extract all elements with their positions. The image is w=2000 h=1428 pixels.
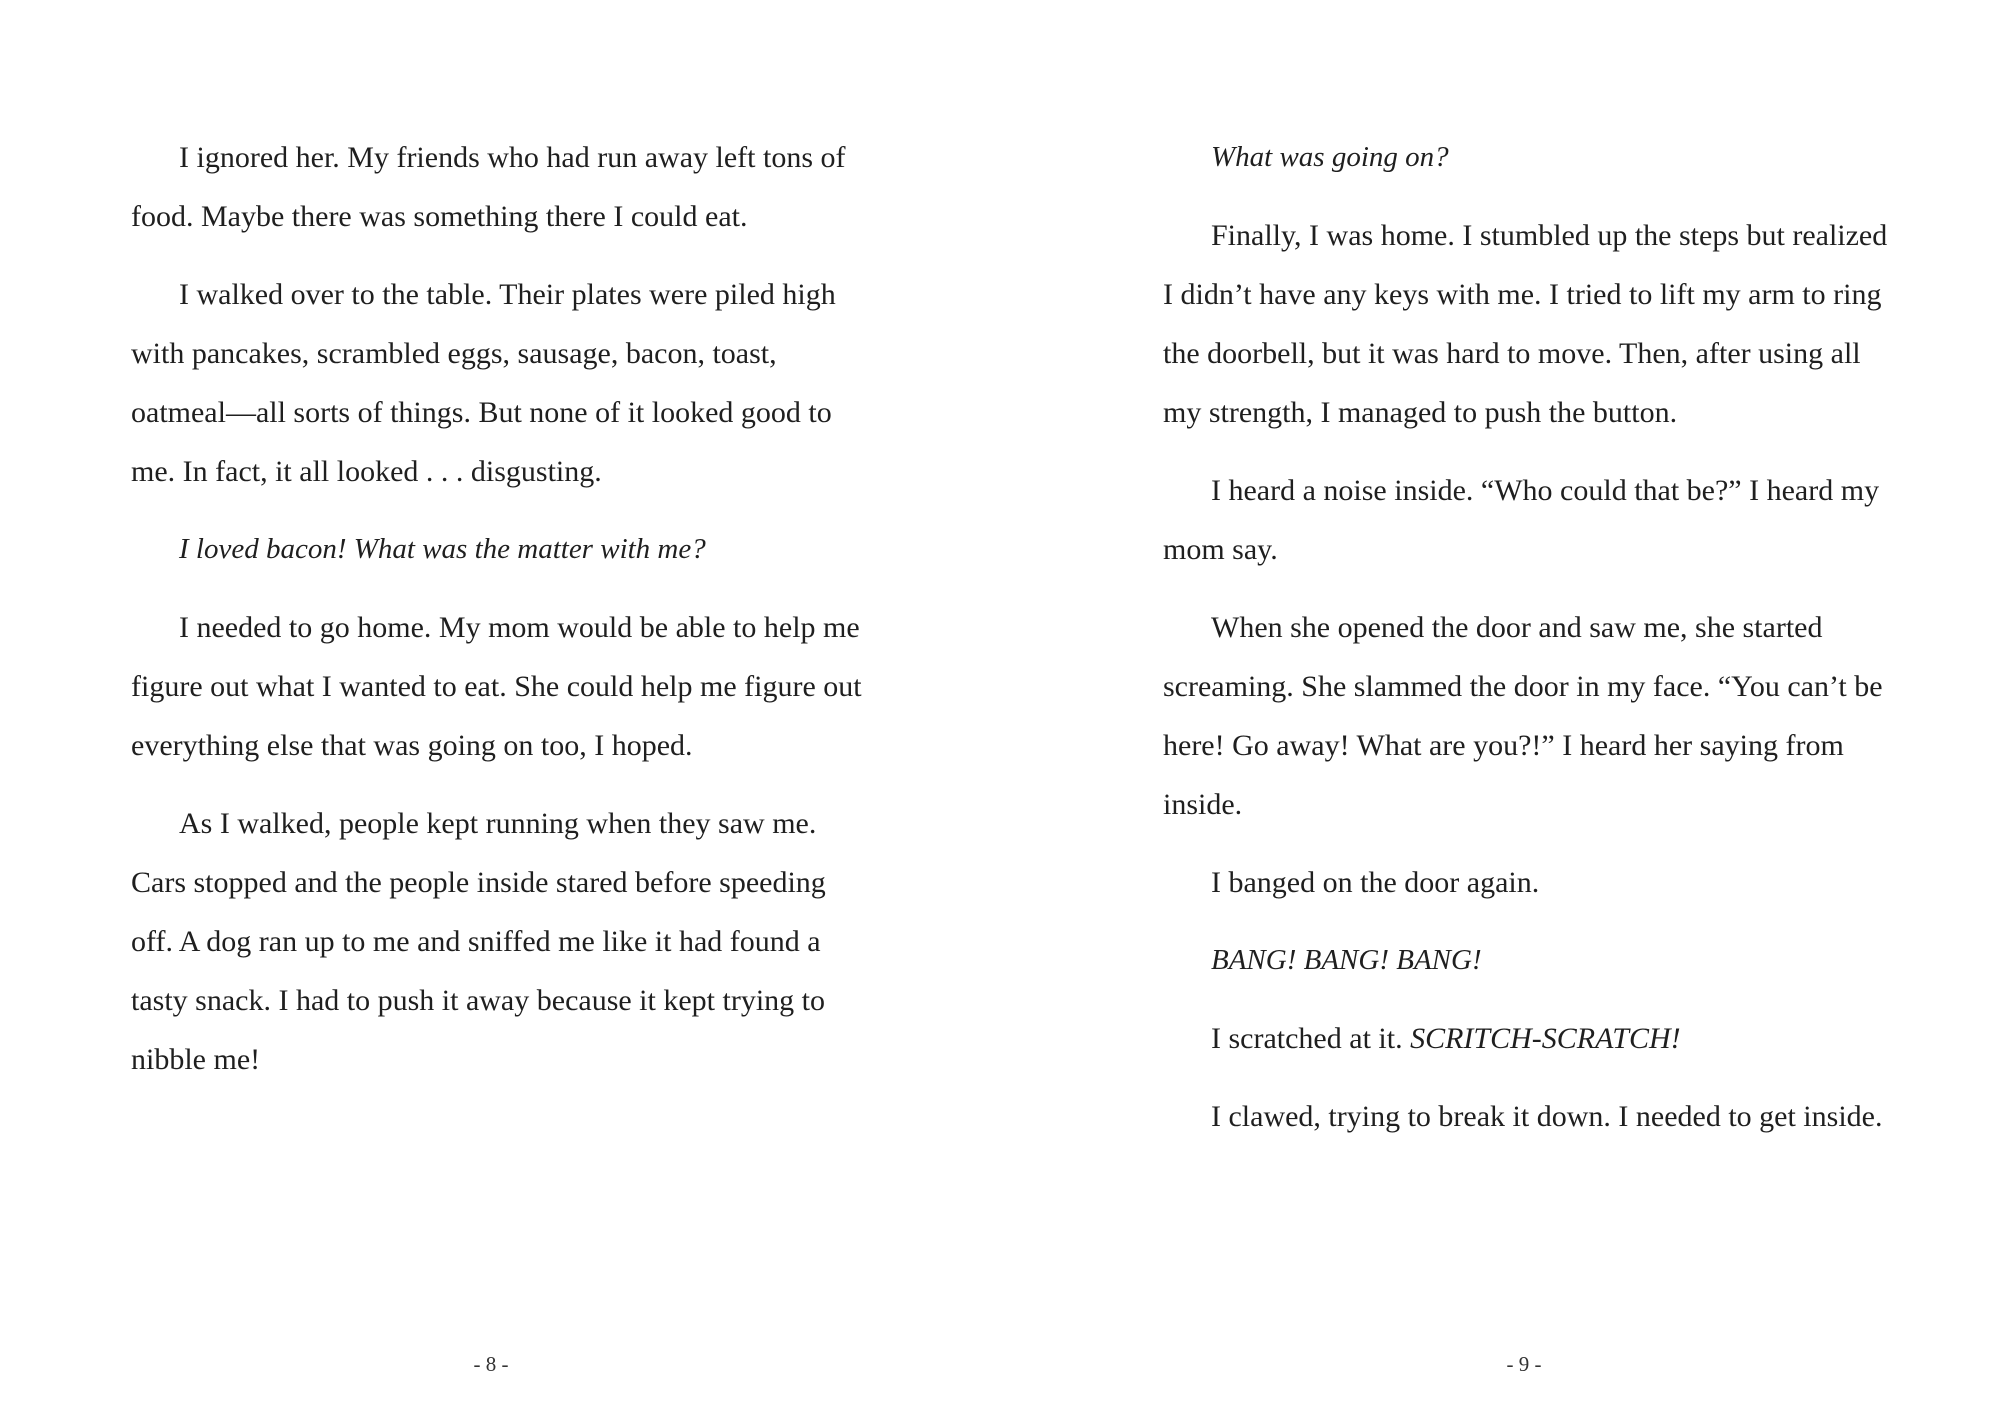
paragraph: I clawed, trying to break it down. I needed to get inside. [1211,1100,1883,1133]
paragraph: I walked over to the table. Their plates were piled high with pancakes, scrambled eggs, sausage, bacon, toast, oatmeal—all sorts of things. But none of it looked good to me. In fact, it all looked . . . disgusting. [131,278,836,488]
right-page-text [1163,128,1903,1165]
italic-thought: I loved bacon! What was the matter with me? [179,533,706,565]
italic-thought: What was going on? [1211,141,1449,173]
paragraph: When she opened the door and saw me, she started screaming. She slammed the door in my face. “You can’t be here! Go away! What are you?!” I heard her saying from inside. [1163,611,1883,821]
left-page-text [131,128,871,1108]
paragraph [1163,1009,1903,1068]
paragraph: I banged on the door again. [1211,866,1540,899]
page-number: - 8 - [473,1352,509,1376]
paragraph-text: I scratched at it. [1211,1022,1411,1055]
paragraph: I heard a noise inside. “Who could that be?” I heard my mom say. [1163,474,1880,566]
paragraph: I ignored her. My friends who had run away left tons of food. Maybe there was something there I could eat. [131,141,846,233]
paragraph: As I walked, people kept running when they saw me. Cars stopped and the people inside stared before speeding off. A dog ran up to me and sniffed me like it had found a tasty snack. I had to push it away because it kept trying to nibble me! [131,807,826,1076]
right-page [1000,0,2000,1428]
paragraph: Finally, I was home. I stumbled up the steps but realized I didn’t have any keys with me. I tried to lift my arm to ring the doorbell, but it was hard to move. Then, after using all my strength, I managed to push the button. [1163,219,1888,429]
page-number: - 9 - [1506,1352,1542,1376]
sound-effect-inline: SCRITCH-SCRATCH! [1410,1022,1681,1055]
paragraph: I needed to go home. My mom would be able to help me figure out what I wanted to eat. She could help me figure out everything else that was going on too, I hoped. [131,611,862,762]
sound-effect: BANG! BANG! BANG! [1211,944,1482,976]
